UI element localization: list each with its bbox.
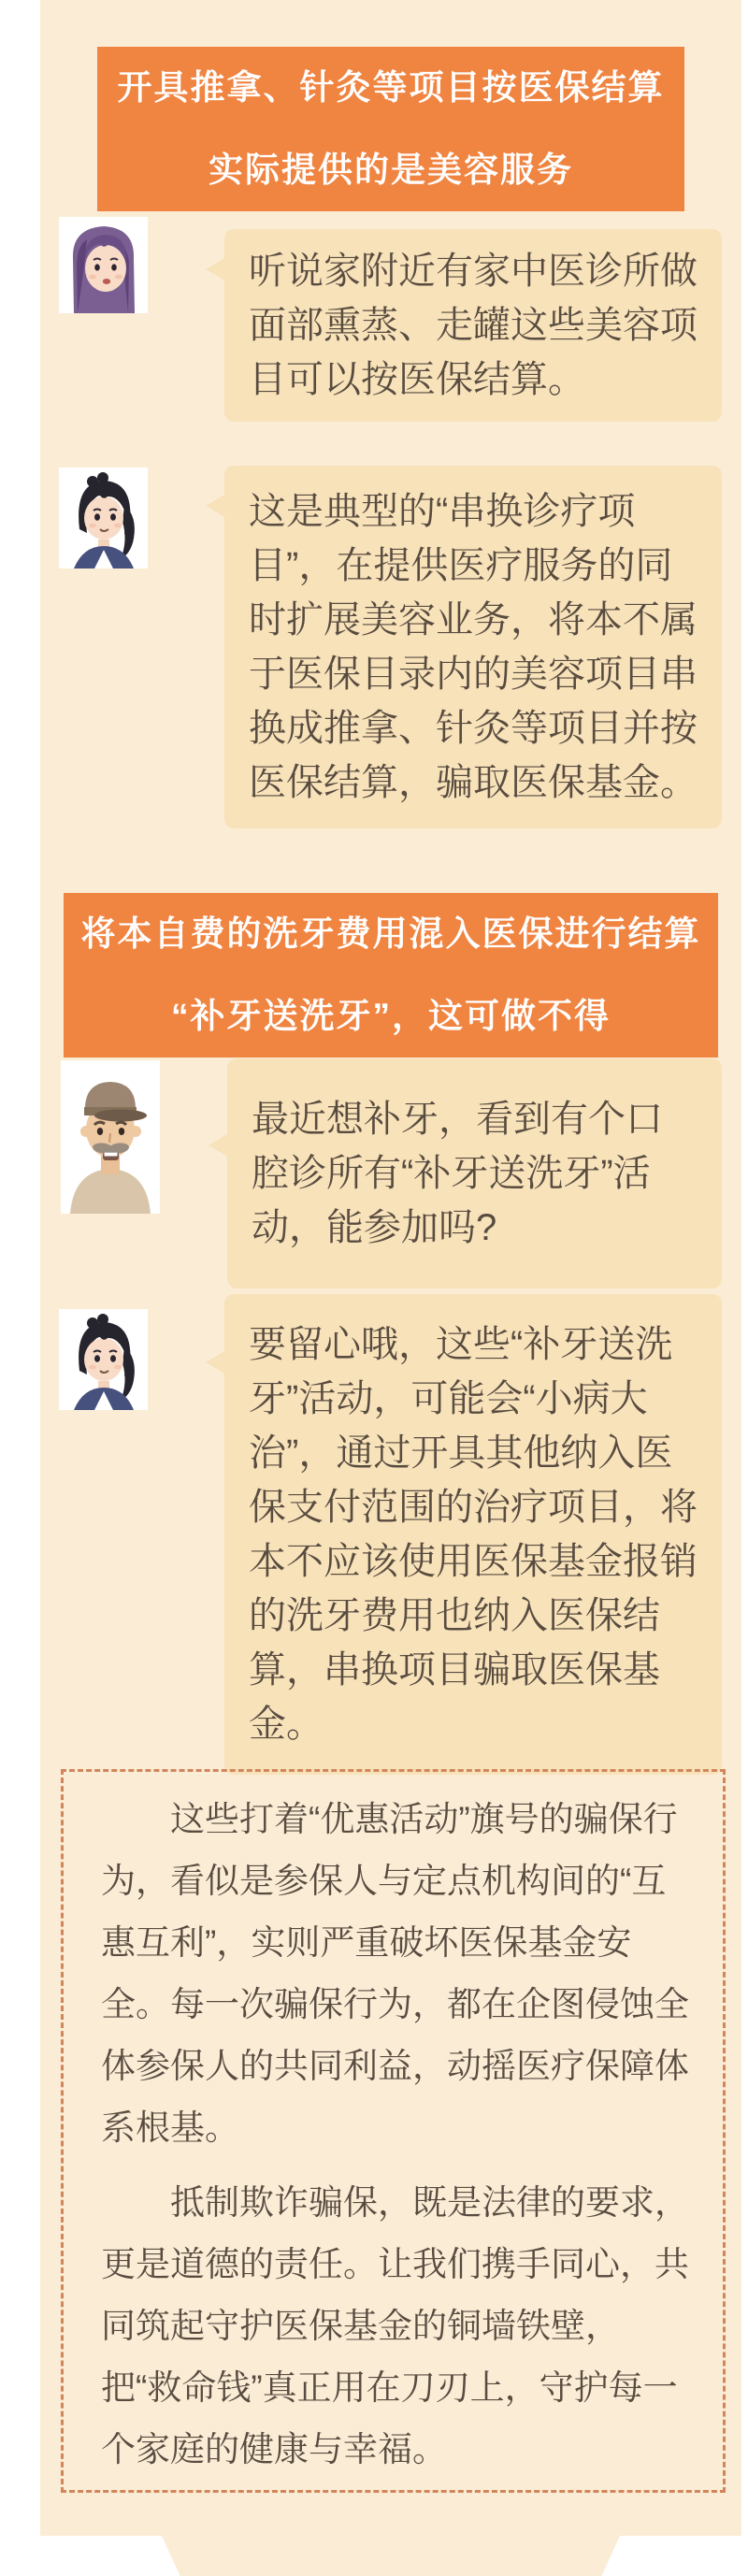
summary-paragraph-2: 抵制欺诈骗保，既是法律的要求，更是道德的责任。让我们携手同心，共同筑起守护医保基金的铜墙铁壁，把“救命钱”真正用在刀刃上，守护每一个家庭的健康与幸福。 bbox=[101, 2183, 689, 2468]
chat-bubble-citizen-2 bbox=[227, 1058, 722, 1288]
chat-bubble-1-text: 听说家附近有家中医诊所做面部熏蒸、走罐这些美容项目可以按医保结算。 bbox=[249, 251, 698, 400]
chat-bubble-staff-2 bbox=[224, 1294, 722, 1775]
summary-paragraph-1: 这些打着“优惠活动”旗号的骗保行为，看似是参保人与定点机构间的“互惠互利”，实则严重破坏医保基金安全。每一次骗保行为，都在企图侵蚀全体参保人的共同利益，动摇医疗保障体系根基。 bbox=[101, 1800, 689, 2147]
chat-bubble-3-text: 最近想补牙，看到有个口腔诊所有“补牙送洗牙”活动，能参加吗? bbox=[252, 1099, 663, 1248]
staff-woman-icon bbox=[59, 468, 148, 568]
man-cap-icon bbox=[61, 1060, 160, 1214]
summary-dashed-box bbox=[61, 1769, 726, 2493]
avatar-staff-woman bbox=[59, 468, 148, 568]
woman-purple-hair-icon bbox=[59, 217, 148, 313]
chat-bubble-citizen-1 bbox=[224, 229, 722, 422]
panel-bottom-plaque bbox=[162, 2536, 620, 2576]
avatar-staff-woman bbox=[59, 1309, 148, 1410]
headline-banner-2-line2: “补牙送洗牙”，这可做不得 bbox=[171, 997, 611, 1035]
avatar-man-cap bbox=[61, 1060, 160, 1214]
content-panel bbox=[40, 0, 741, 2536]
chat-bubble-2-text: 这是典型的“串换诊疗项目”，在提供医疗服务的同时扩展美容业务，将本不属于医保目录内的美容项目串换成推拿、针灸等项目并按医保结算，骗取医保基金。 bbox=[249, 491, 698, 803]
headline-banner-1-line1: 开具推拿、针灸等项目按医保结算 bbox=[117, 68, 665, 107]
chat-bubble-staff-1 bbox=[224, 466, 722, 828]
headline-banner-1 bbox=[97, 47, 684, 211]
avatar-woman-purple-hair bbox=[59, 217, 148, 313]
chat-bubble-4-text: 要留心哦，这些“补牙送洗牙”活动，可能会“小病大治”，通过开具其他纳入医保支付范围的治疗项目，将本不应该使用医保基金报销的洗牙费用也纳入医保结算，串换项目骗取医保基金。 bbox=[249, 1324, 698, 1745]
headline-banner-1-line2: 实际提供的是美容服务 bbox=[209, 151, 573, 189]
staff-woman-icon bbox=[59, 1309, 148, 1410]
headline-banner-2 bbox=[64, 893, 718, 1058]
headline-banner-2-line1: 将本自费的洗牙费用混入医保进行结算 bbox=[80, 914, 701, 953]
